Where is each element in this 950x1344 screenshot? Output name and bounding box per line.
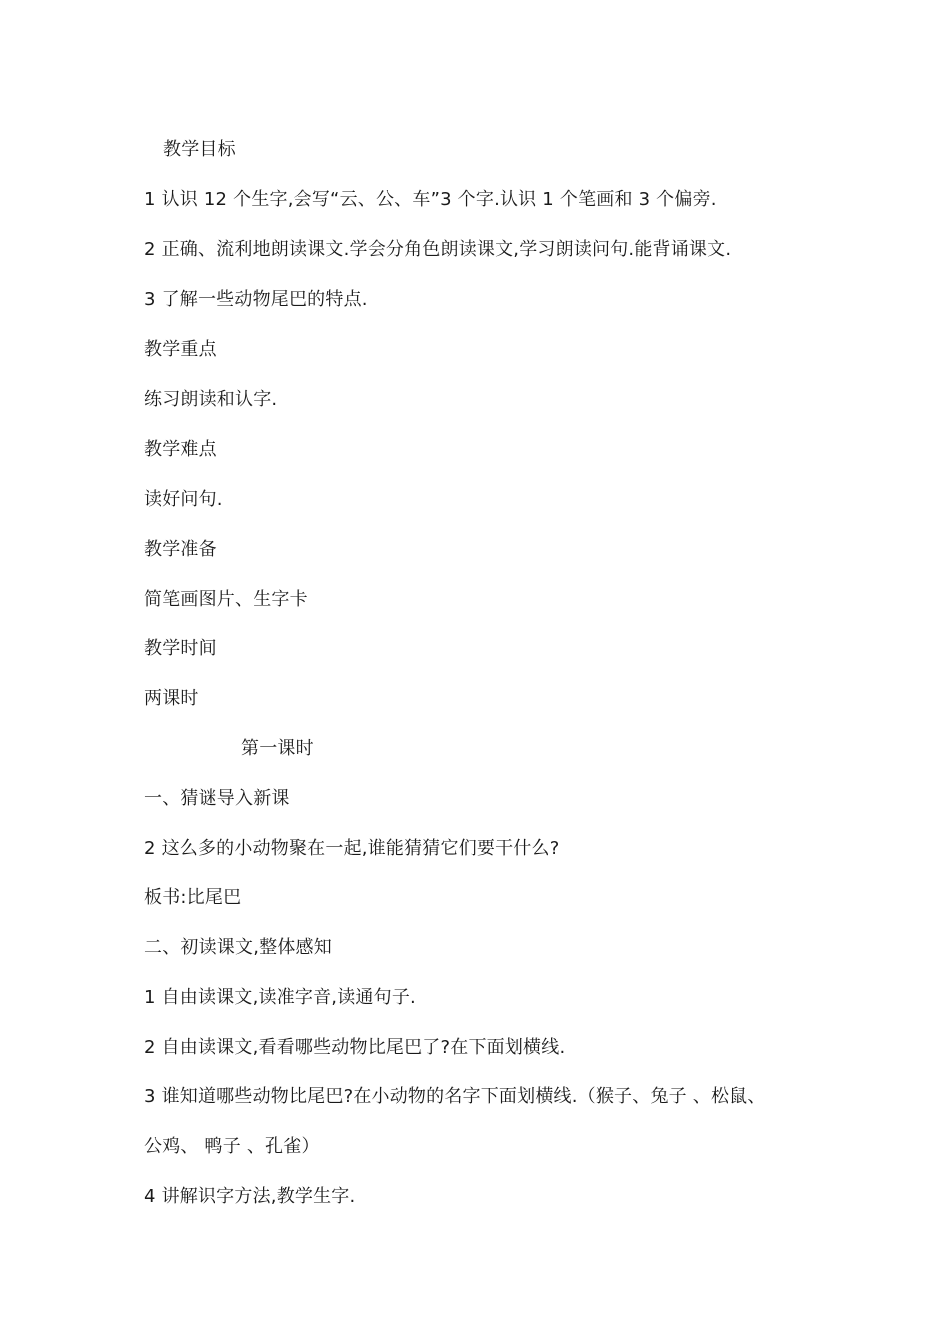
step-2-item-3: 3 谁知道哪些动物比尾巴?在小动物的名字下面划横线.（猴子、兔子 、松鼠、 bbox=[144, 1086, 766, 1107]
step-2-item-1: 1 自由读课文,读准字音,读通句子. bbox=[144, 987, 416, 1008]
time-text: 两课时 bbox=[144, 688, 199, 709]
section-heading-preparation: 教学准备 bbox=[144, 539, 217, 560]
preparation-text: 简笔画图片、生字卡 bbox=[144, 589, 308, 610]
difficulties-text: 读好问句. bbox=[144, 489, 223, 510]
objective-item-1: 1 认识 12 个生字,会写“云、公、车”3 个字.认识 1 个笔画和 3 个偏旁. bbox=[144, 189, 717, 210]
step-1-item-2: 2 这么多的小动物聚在一起,谁能猜猜它们要干什么? bbox=[144, 838, 560, 859]
objective-item-2: 2 正确、流利地朗读课文.学会分角色朗读课文,学习朗读问句.能背诵课文. bbox=[144, 239, 732, 260]
lesson-heading: 第一课时 bbox=[241, 738, 314, 759]
step-heading-2: 二、初读课文,整体感知 bbox=[144, 937, 332, 958]
step-2-item-2: 2 自由读课文,看看哪些动物比尾巴了?在下面划横线. bbox=[144, 1037, 566, 1058]
step-2-item-4: 4 讲解识字方法,教学生字. bbox=[144, 1186, 356, 1207]
section-heading-time: 教学时间 bbox=[144, 638, 217, 659]
blackboard-text: 板书:比尾巴 bbox=[144, 887, 242, 908]
section-heading-objectives: 教学目标 bbox=[163, 139, 236, 160]
key-points-text: 练习朗读和认字. bbox=[144, 389, 278, 410]
section-heading-key-points: 教学重点 bbox=[144, 339, 217, 360]
step-2-item-3-continued: 公鸡、 鸭子 、孔雀） bbox=[144, 1136, 320, 1157]
section-heading-difficulties: 教学难点 bbox=[144, 439, 217, 460]
step-heading-1: 一、猜谜导入新课 bbox=[144, 788, 290, 809]
objective-item-3: 3 了解一些动物尾巴的特点. bbox=[144, 289, 368, 310]
